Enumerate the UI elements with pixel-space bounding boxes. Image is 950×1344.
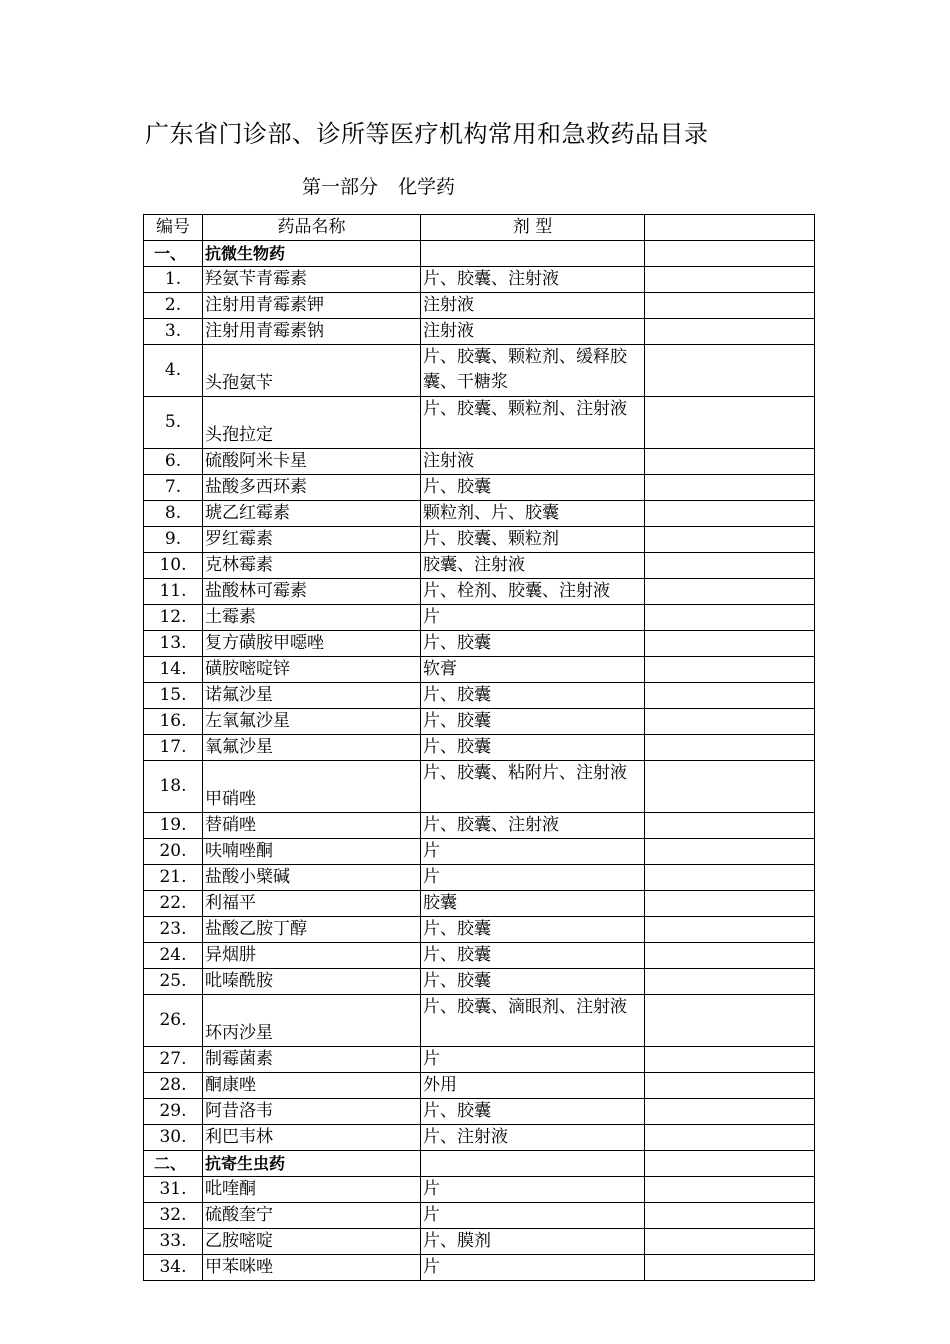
item-form: 片、胶囊 bbox=[421, 917, 645, 943]
item-number: 18. bbox=[144, 761, 203, 813]
item-name: 盐酸小檗碱 bbox=[203, 865, 421, 891]
table-row bbox=[144, 527, 815, 553]
item-number: 20. bbox=[144, 839, 203, 865]
item-extra bbox=[645, 709, 815, 735]
header-name: 药品名称 bbox=[203, 215, 421, 241]
item-extra bbox=[645, 449, 815, 475]
item-form: 片、注射液 bbox=[421, 1125, 645, 1151]
item-name: 呋喃唑酮 bbox=[203, 839, 421, 865]
table-row bbox=[144, 709, 815, 735]
item-name: 吡喹酮 bbox=[203, 1177, 421, 1203]
item-number: 2. bbox=[144, 293, 203, 319]
item-number: 15. bbox=[144, 683, 203, 709]
item-name: 头孢氨苄 bbox=[203, 345, 421, 397]
item-form: 片 bbox=[421, 839, 645, 865]
item-form: 片、胶囊、颗粒剂、注射液 bbox=[421, 397, 645, 449]
item-extra bbox=[645, 527, 815, 553]
table-header-row bbox=[144, 215, 815, 241]
item-name: 甲苯咪唑 bbox=[203, 1255, 421, 1281]
item-number: 12. bbox=[144, 605, 203, 631]
table-row bbox=[144, 917, 815, 943]
item-number: 24. bbox=[144, 943, 203, 969]
item-form: 软膏 bbox=[421, 657, 645, 683]
item-form: 片、胶囊、注射液 bbox=[421, 813, 645, 839]
document-title: 广东省门诊部、诊所等医疗机构常用和急救药品目录 bbox=[145, 120, 709, 148]
item-name: 盐酸林可霉素 bbox=[203, 579, 421, 605]
table-row bbox=[144, 735, 815, 761]
item-form: 片 bbox=[421, 865, 645, 891]
item-extra bbox=[645, 1125, 815, 1151]
item-name: 复方磺胺甲噁唑 bbox=[203, 631, 421, 657]
item-form: 颗粒剂、片、胶囊 bbox=[421, 501, 645, 527]
section-title: 抗微生物药 bbox=[203, 241, 421, 267]
section-row bbox=[144, 1151, 815, 1177]
item-number: 1. bbox=[144, 267, 203, 293]
item-number: 17. bbox=[144, 735, 203, 761]
item-name: 克林霉素 bbox=[203, 553, 421, 579]
item-extra bbox=[645, 735, 815, 761]
item-form: 片、胶囊 bbox=[421, 475, 645, 501]
table-row bbox=[144, 683, 815, 709]
item-name: 替硝唑 bbox=[203, 813, 421, 839]
item-name: 甲硝唑 bbox=[203, 761, 421, 813]
item-number: 13. bbox=[144, 631, 203, 657]
item-number: 11. bbox=[144, 579, 203, 605]
header-number: 编号 bbox=[144, 215, 203, 241]
header-form: 剂 型 bbox=[421, 215, 645, 241]
item-name: 利福平 bbox=[203, 891, 421, 917]
part-label: 第一部分 bbox=[302, 176, 379, 198]
table-row bbox=[144, 1255, 815, 1281]
item-name: 诺氟沙星 bbox=[203, 683, 421, 709]
item-name: 头孢拉定 bbox=[203, 397, 421, 449]
item-form: 注射液 bbox=[421, 293, 645, 319]
section-title: 抗寄生虫药 bbox=[203, 1151, 421, 1177]
section-extra-empty bbox=[645, 241, 815, 267]
table-row bbox=[144, 475, 815, 501]
item-name: 左氧氟沙星 bbox=[203, 709, 421, 735]
item-extra bbox=[645, 891, 815, 917]
item-number: 9. bbox=[144, 527, 203, 553]
item-extra bbox=[645, 995, 815, 1047]
item-extra bbox=[645, 475, 815, 501]
item-form: 片、胶囊、粘附片、注射液 bbox=[421, 761, 645, 813]
item-form: 外用 bbox=[421, 1073, 645, 1099]
item-form: 片 bbox=[421, 1047, 645, 1073]
table-row bbox=[144, 943, 815, 969]
table-row bbox=[144, 553, 815, 579]
item-extra bbox=[645, 1099, 815, 1125]
table-row bbox=[144, 657, 815, 683]
item-extra bbox=[645, 865, 815, 891]
item-extra bbox=[645, 969, 815, 995]
item-form: 片、胶囊 bbox=[421, 943, 645, 969]
item-extra bbox=[645, 501, 815, 527]
table-row bbox=[144, 1177, 815, 1203]
table-row bbox=[144, 1099, 815, 1125]
item-form: 胶囊、注射液 bbox=[421, 553, 645, 579]
item-name: 羟氨苄青霉素 bbox=[203, 267, 421, 293]
item-name: 环丙沙星 bbox=[203, 995, 421, 1047]
item-form: 片、胶囊、颗粒剂 bbox=[421, 527, 645, 553]
item-name: 制霉菌素 bbox=[203, 1047, 421, 1073]
item-number: 3. bbox=[144, 319, 203, 345]
item-number: 19. bbox=[144, 813, 203, 839]
item-name: 异烟肼 bbox=[203, 943, 421, 969]
item-extra bbox=[645, 267, 815, 293]
item-name: 吡嗪酰胺 bbox=[203, 969, 421, 995]
item-form: 片 bbox=[421, 1203, 645, 1229]
item-form: 片、胶囊、颗粒剂、缓释胶囊、干糖浆 bbox=[421, 345, 645, 397]
item-number: 16. bbox=[144, 709, 203, 735]
item-number: 30. bbox=[144, 1125, 203, 1151]
item-number: 23. bbox=[144, 917, 203, 943]
table-row bbox=[144, 1047, 815, 1073]
item-number: 25. bbox=[144, 969, 203, 995]
item-form: 片、胶囊 bbox=[421, 969, 645, 995]
table-row bbox=[144, 579, 815, 605]
table-row bbox=[144, 293, 815, 319]
item-number: 31. bbox=[144, 1177, 203, 1203]
item-number: 22. bbox=[144, 891, 203, 917]
table-row bbox=[144, 813, 815, 839]
item-name: 琥乙红霉素 bbox=[203, 501, 421, 527]
table-row bbox=[144, 397, 815, 449]
item-number: 4. bbox=[144, 345, 203, 397]
item-extra bbox=[645, 839, 815, 865]
part-name: 化学药 bbox=[398, 176, 456, 198]
table-row bbox=[144, 345, 815, 397]
item-extra bbox=[645, 1073, 815, 1099]
section-form-empty bbox=[421, 1151, 645, 1177]
item-name: 利巴韦林 bbox=[203, 1125, 421, 1151]
item-form: 片 bbox=[421, 1177, 645, 1203]
item-form: 片、胶囊 bbox=[421, 735, 645, 761]
item-extra bbox=[645, 683, 815, 709]
item-name: 土霉素 bbox=[203, 605, 421, 631]
part-heading bbox=[302, 172, 475, 199]
item-name: 盐酸多西环素 bbox=[203, 475, 421, 501]
table-row bbox=[144, 969, 815, 995]
item-number: 21. bbox=[144, 865, 203, 891]
item-number: 10. bbox=[144, 553, 203, 579]
item-number: 29. bbox=[144, 1099, 203, 1125]
item-extra bbox=[645, 319, 815, 345]
table-row bbox=[144, 1203, 815, 1229]
section-number: 二、 bbox=[144, 1151, 203, 1177]
table-row bbox=[144, 865, 815, 891]
table-row bbox=[144, 1229, 815, 1255]
item-name: 硫酸奎宁 bbox=[203, 1203, 421, 1229]
item-name: 盐酸乙胺丁醇 bbox=[203, 917, 421, 943]
table-row bbox=[144, 319, 815, 345]
item-extra bbox=[645, 1047, 815, 1073]
item-number: 28. bbox=[144, 1073, 203, 1099]
section-number: 一、 bbox=[144, 241, 203, 267]
item-form: 胶囊 bbox=[421, 891, 645, 917]
item-name: 罗红霉素 bbox=[203, 527, 421, 553]
item-number: 8. bbox=[144, 501, 203, 527]
item-extra bbox=[645, 553, 815, 579]
table-row bbox=[144, 891, 815, 917]
section-form-empty bbox=[421, 241, 645, 267]
item-name: 硫酸阿米卡星 bbox=[203, 449, 421, 475]
table-row bbox=[144, 631, 815, 657]
item-extra bbox=[645, 579, 815, 605]
item-form: 片、胶囊 bbox=[421, 709, 645, 735]
item-name: 注射用青霉素钠 bbox=[203, 319, 421, 345]
item-extra bbox=[645, 917, 815, 943]
item-extra bbox=[645, 1255, 815, 1281]
item-number: 6. bbox=[144, 449, 203, 475]
table-row bbox=[144, 501, 815, 527]
item-number: 27. bbox=[144, 1047, 203, 1073]
item-form: 片、胶囊、注射液 bbox=[421, 267, 645, 293]
item-extra bbox=[645, 397, 815, 449]
item-extra bbox=[645, 1203, 815, 1229]
item-form: 注射液 bbox=[421, 449, 645, 475]
item-name: 酮康唑 bbox=[203, 1073, 421, 1099]
item-form: 片 bbox=[421, 1255, 645, 1281]
item-extra bbox=[645, 345, 815, 397]
table-row bbox=[144, 605, 815, 631]
item-form: 片 bbox=[421, 605, 645, 631]
drug-table bbox=[143, 214, 815, 1281]
item-number: 5. bbox=[144, 397, 203, 449]
item-extra bbox=[645, 293, 815, 319]
item-number: 33. bbox=[144, 1229, 203, 1255]
table-row bbox=[144, 1073, 815, 1099]
item-form: 片、胶囊 bbox=[421, 683, 645, 709]
table-row bbox=[144, 267, 815, 293]
item-number: 26. bbox=[144, 995, 203, 1047]
table-row bbox=[144, 1125, 815, 1151]
item-extra bbox=[645, 657, 815, 683]
item-number: 34. bbox=[144, 1255, 203, 1281]
item-form: 片、胶囊 bbox=[421, 631, 645, 657]
item-extra bbox=[645, 761, 815, 813]
item-extra bbox=[645, 631, 815, 657]
item-form: 注射液 bbox=[421, 319, 645, 345]
item-number: 7. bbox=[144, 475, 203, 501]
item-extra bbox=[645, 943, 815, 969]
item-name: 乙胺嘧啶 bbox=[203, 1229, 421, 1255]
section-row bbox=[144, 241, 815, 267]
item-name: 磺胺嘧啶锌 bbox=[203, 657, 421, 683]
item-form: 片、胶囊、滴眼剂、注射液 bbox=[421, 995, 645, 1047]
item-form: 片、胶囊 bbox=[421, 1099, 645, 1125]
item-extra bbox=[645, 1177, 815, 1203]
item-form: 片、栓剂、胶囊、注射液 bbox=[421, 579, 645, 605]
item-number: 32. bbox=[144, 1203, 203, 1229]
table-row bbox=[144, 761, 815, 813]
item-extra bbox=[645, 1229, 815, 1255]
header-extra bbox=[645, 215, 815, 241]
item-extra bbox=[645, 605, 815, 631]
table-row bbox=[144, 839, 815, 865]
item-number: 14. bbox=[144, 657, 203, 683]
section-extra-empty bbox=[645, 1151, 815, 1177]
table-row bbox=[144, 995, 815, 1047]
item-name: 氧氟沙星 bbox=[203, 735, 421, 761]
item-form: 片、膜剂 bbox=[421, 1229, 645, 1255]
item-name: 阿昔洛韦 bbox=[203, 1099, 421, 1125]
item-name: 注射用青霉素钾 bbox=[203, 293, 421, 319]
item-extra bbox=[645, 813, 815, 839]
table-row bbox=[144, 449, 815, 475]
